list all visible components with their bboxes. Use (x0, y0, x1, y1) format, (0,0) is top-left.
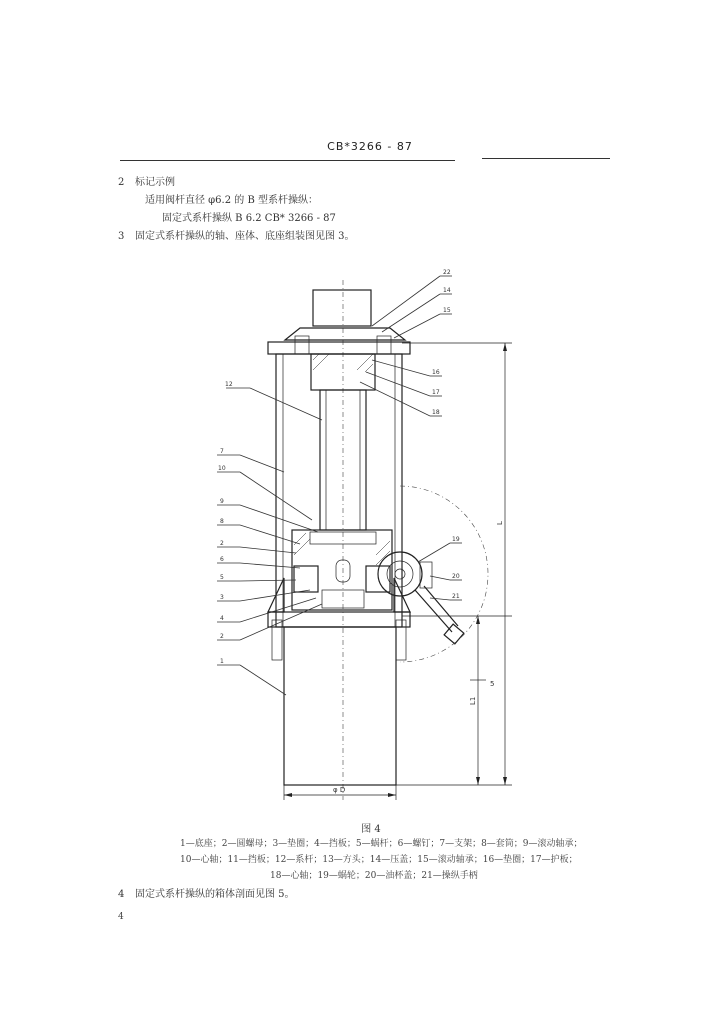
left-callouts (217, 381, 322, 695)
page-number: 4 (118, 912, 124, 922)
section-2-line-1: 适用阀杆直径 φ6.2 的 B 型系杆操纵： (145, 195, 318, 206)
callout-20: 20 (452, 573, 460, 580)
dim-label-l1: L1 (469, 696, 477, 705)
section-3-heading: 固定式系杆操纵的轴、座体、底座组装图见图 3。 (135, 231, 355, 242)
figure-caption-line-3: 18—心轴；19—蜗轮；20—油杯盖；21—操纵手柄 (270, 871, 478, 881)
callout-17: 17 (432, 389, 440, 396)
callout-1: 1 (220, 658, 224, 665)
section-4-text: 固定式系杆操纵的箱体剖面见图 5。 (135, 889, 295, 900)
callout-16: 16 (432, 369, 440, 376)
callout-4: 4 (220, 615, 224, 622)
outer-housing (276, 354, 402, 627)
base-tube (284, 627, 396, 785)
callout-9: 9 (220, 498, 224, 505)
callout-7: 7 (220, 448, 224, 455)
standard-code-header: CB*3266 - 87 (327, 140, 413, 153)
callout-10: 10 (218, 465, 226, 472)
callout-8: 8 (220, 518, 224, 525)
base-flange (268, 612, 410, 627)
callout-18: 18 (432, 409, 440, 416)
dim-label-diameter: φ D (333, 786, 346, 794)
figure-caption-line-1: 1—底座；2—圆螺母；3—垫圈；4—挡板；5—蜗杆；6—螺钉；7—支架；8—套筒；9—滚动轴承； (180, 839, 583, 849)
callout-2b: 2 (220, 633, 224, 640)
dim-label-l: L (496, 521, 504, 525)
callout-19: 19 (452, 536, 460, 543)
top-shaft (313, 290, 371, 326)
callout-12: 12 (225, 381, 233, 388)
section-2-line-2: 固定式系杆操纵 B 6.2 CB* 3266 - 87 (162, 213, 336, 224)
top-flange (268, 342, 410, 354)
callout-6: 6 (220, 556, 224, 563)
figure-title: 图 4 (361, 824, 381, 835)
callout-15: 15 (443, 307, 451, 314)
callout-2a: 2 (220, 540, 224, 547)
right-callouts (360, 269, 462, 600)
callout-21: 21 (452, 593, 460, 600)
figure-caption-line-2: 10—心轴；11—挡板；12—系杆；13—方头；14—压盖；15—滚动轴承；16—垫圈；17—护板； (180, 855, 578, 865)
section-2-number: 2 (118, 177, 125, 188)
top-cover (285, 328, 405, 340)
cover-bolt-right (377, 336, 391, 354)
section-3-number: 3 (118, 231, 125, 242)
section-4-number: 4 (118, 889, 125, 900)
callout-5: 5 (220, 574, 224, 581)
callout-14: 14 (443, 287, 451, 294)
callout-3: 3 (220, 594, 224, 601)
cover-bolt-left (295, 336, 309, 354)
worm-left (294, 566, 318, 592)
dim-label-5: 5 (490, 680, 495, 688)
section-2-heading: 标记示例 (135, 177, 175, 188)
callout-22: 22 (443, 269, 451, 276)
